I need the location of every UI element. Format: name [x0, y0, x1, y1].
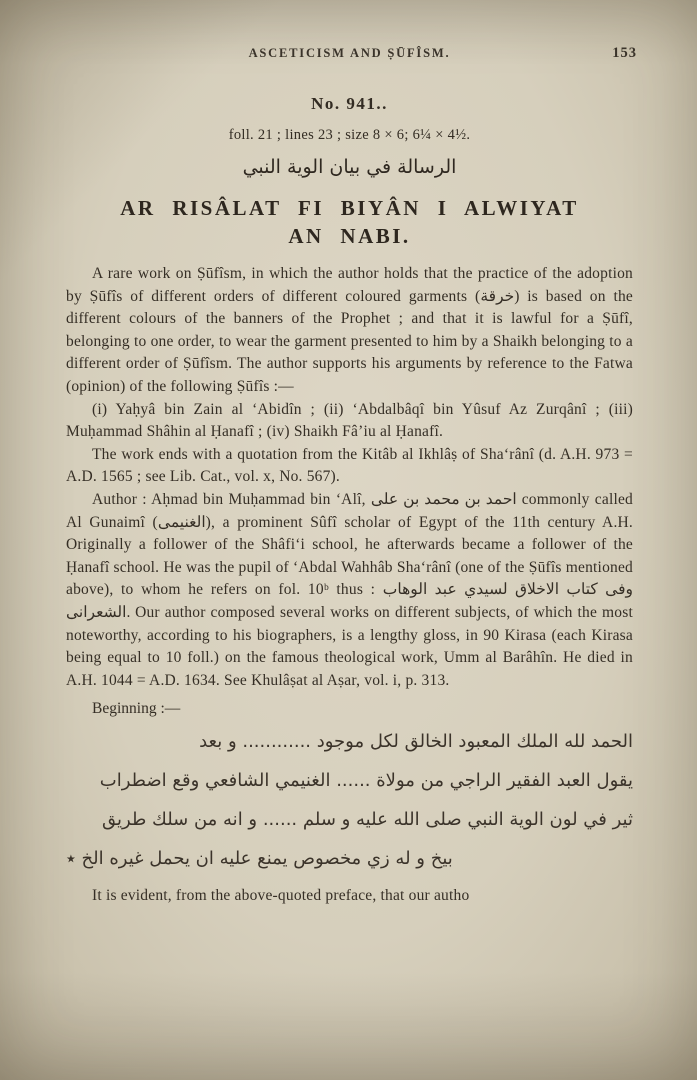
- arabic-title: الرسالة في بيان الوية النبي: [242, 156, 457, 178]
- arabic-beginning-line-4: بيخ و له زي مخصوص يمنع عليه ان يحمل غيره الخ ٭: [66, 848, 453, 870]
- running-header: [66, 45, 637, 61]
- body-paragraph-3: The work ends with a quotation from the Kitâb al Ikhlâṣ of Shaʻrânî (d. A.H. 973 = A.D. 1565 ; see Lib. Cat., vol. x, No. 567).: [66, 445, 633, 486]
- arabic-beginning-block: [66, 722, 633, 878]
- arabic-beginning-line-2: يقول العبد الفقير الراجي من مولاة ...... الغنيمي الشافعي وقع اضطراب: [99, 770, 633, 792]
- entry-description: [66, 263, 633, 692]
- page-number: 153: [612, 45, 637, 61]
- work-title: [66, 194, 633, 250]
- running-header-title: ASCETICISM AND ṢŪFÎSM.: [248, 46, 451, 60]
- closing-line: It is evident, from the above-quoted preface, that our autho: [92, 887, 470, 905]
- body-paragraph-2: (i) Yaḥyâ bin Zain al ʻAbidîn ; (ii) ʻAbdalbâqî bin Yûsuf Az Zurqânî ; (iii) Muḥammad Shâhin al Ḥanafî ; (iv) Shaikh Fâʼiu al Ḥanafî.: [66, 400, 633, 441]
- body-paragraph-4: Author : Aḥmad bin Muḥammad bin ʻAlî, احمد بن محمد بن على commonly called Al Gunaimî (الغنيمى), a prominent Sûfî scholar of Egypt of the 11th century A.H. Originally a follower of the Shâfiʻi school, he afterwards became a follower of the Ḥanafî school. He was the pupil of ʻAbdal Wahhâb Shaʻrânî (one of the Ṣūfîs mentioned above), to whom he refers on fol. 10ᵇ thus : وفى كتاب الاخلاق لسيدي عبد الوهاب الشعرانى. Our author composed several works on different subjects, of which the most noteworthy, according to his biographers, is a lengthy gloss, in 90 Kirasa (each Kirasa being equal to 10 foll.) on the famous theological work, Umm al Barâhîn. He died in A.H. 1044 = A.D. 1634. See Khulâṣat al Aṣar, vol. i, p. 313.: [66, 490, 633, 689]
- work-title-line2: AN NABI.: [288, 224, 411, 248]
- work-title-line1: AR RISÂLAT FI BIYÂN I ALWIYAT: [120, 196, 579, 220]
- arabic-beginning-line-1: الحمد لله الملك المعبود الخالق لكل موجود ............ و بعد: [199, 731, 633, 753]
- entry-number: No. 941..: [311, 94, 388, 113]
- body-paragraph-1: A rare work on Ṣūfîsm, in which the author holds that the practice of the adoption by Ṣūfîs of different orders of different coloured garments (خرقة) is based on the different colours of the banners of the Prophet ; and that it is lawful for a Ṣūfî, belonging to one order, to wear the garment presented to him by a Shaikh belonging to a different order of Ṣūfîsm. The author supports his arguments by reference to the Fatwa (opinion) of the following Ṣūfîs :—: [66, 265, 633, 395]
- collation-line: foll. 21 ; lines 23 ; size 8 × 6; 6¼ × 4½.: [228, 127, 471, 143]
- beginning-label: Beginning :—: [92, 700, 181, 718]
- arabic-beginning-line-3: ثير في لون الوية النبي صلى الله عليه و سلم ...... و انه من سلك طريق: [102, 809, 633, 831]
